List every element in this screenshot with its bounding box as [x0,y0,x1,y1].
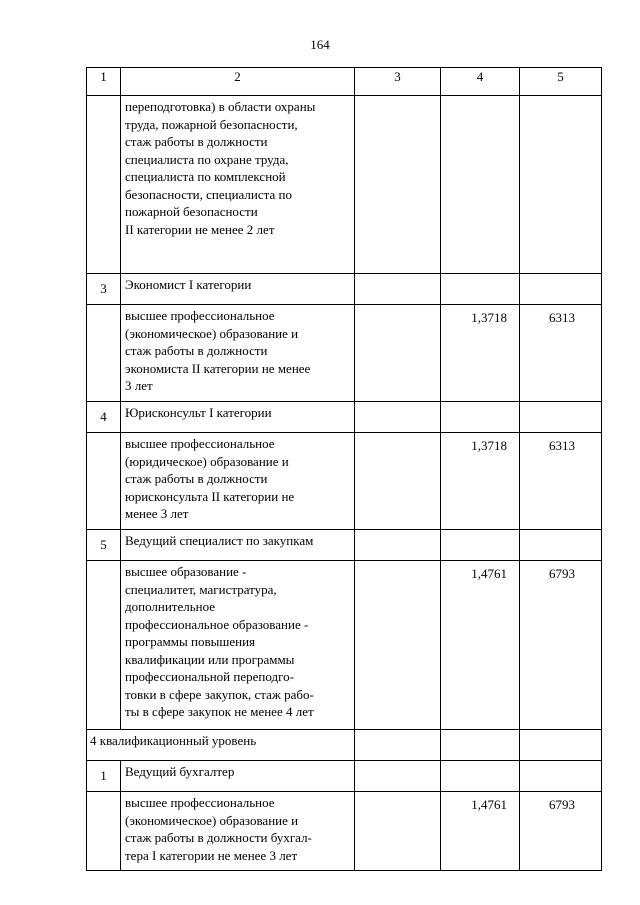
row-description: переподготовка) в области охраны труда, пожарной безопасности, стаж работы в должности специалиста по охране труда, специалиста по комплексной безопасности, специалиста по пожарной безопасности II категории не менее 2 лет [121,96,355,274]
table-header-row [87,68,602,96]
table-row [87,561,602,730]
row-title: Экономист I категории [121,274,355,305]
cell-salary: 6313 [520,305,602,402]
cell-col3 [355,274,441,305]
cell-col3 [355,561,441,730]
cell-col3 [355,305,441,402]
row-number [87,433,121,530]
cell-salary [520,530,602,561]
cell-coefficient [441,402,520,433]
cell-coefficient: 1,3718 [441,433,520,530]
cell-coefficient: 1,3718 [441,305,520,402]
header-cell: 2 [121,68,355,96]
table-row [87,402,602,433]
row-title: Ведущий бухгалтер [121,761,355,792]
header-cell: 4 [441,68,520,96]
cell-salary [520,402,602,433]
cell-col3 [355,530,441,561]
cell-col3 [355,792,441,871]
table-row [87,530,602,561]
row-number [87,305,121,402]
cell-coefficient: 1,4761 [441,792,520,871]
cell-coefficient [441,761,520,792]
table-row [87,96,602,274]
cell-coefficient [441,730,520,761]
row-number: 3 [87,274,121,305]
cell-coefficient: 1,4761 [441,561,520,730]
row-number: 4 [87,402,121,433]
row-number [87,792,121,871]
cell-salary: 6793 [520,792,602,871]
cell-col3 [355,433,441,530]
cell-coefficient [441,274,520,305]
cell-col3 [355,761,441,792]
row-description: высшее профессиональное (юридическое) образование и стаж работы в должности юрисконсульта II категории не менее 3 лет [121,433,355,530]
header-cell: 1 [87,68,121,96]
table-row [87,792,602,871]
cell-salary [520,96,602,274]
table-row [87,305,602,402]
cell-col3 [355,730,441,761]
cell-coefficient [441,530,520,561]
cell-salary [520,274,602,305]
header-cell: 5 [520,68,602,96]
page-number: 164 [310,37,330,52]
row-description: высшее образование - специалитет, магистратура, дополнительное профессиональное образование - программы повышения квалификации или программы профессиональной переподго- товки в сфере закупок, стаж рабо- ты в сфере закупок не менее 4 лет [121,561,355,730]
cell-salary: 6313 [520,433,602,530]
cell-salary: 6793 [520,561,602,730]
table-row [87,433,602,530]
cell-salary [520,730,602,761]
row-title: Юрисконсульт I категории [121,402,355,433]
cell-col3 [355,96,441,274]
cell-salary [520,761,602,792]
qualification-table [86,67,602,871]
row-description: высшее профессиональное (экономическое) образование и стаж работы в должности бухгал- тера I категории не менее 3 лет [121,792,355,871]
header-cell: 3 [355,68,441,96]
qualification-level-label: 4 квалификационный уровень [87,730,355,761]
table-row [87,274,602,305]
row-number [87,561,121,730]
row-number [87,96,121,274]
row-description: высшее профессиональное (экономическое) образование и стаж работы в должности экономиста II категории не менее 3 лет [121,305,355,402]
row-title: Ведущий специалист по закупкам [121,530,355,561]
cell-col3 [355,402,441,433]
table-row [87,761,602,792]
qualification-level-row [87,730,602,761]
row-number: 1 [87,761,121,792]
cell-coefficient [441,96,520,274]
row-number: 5 [87,530,121,561]
